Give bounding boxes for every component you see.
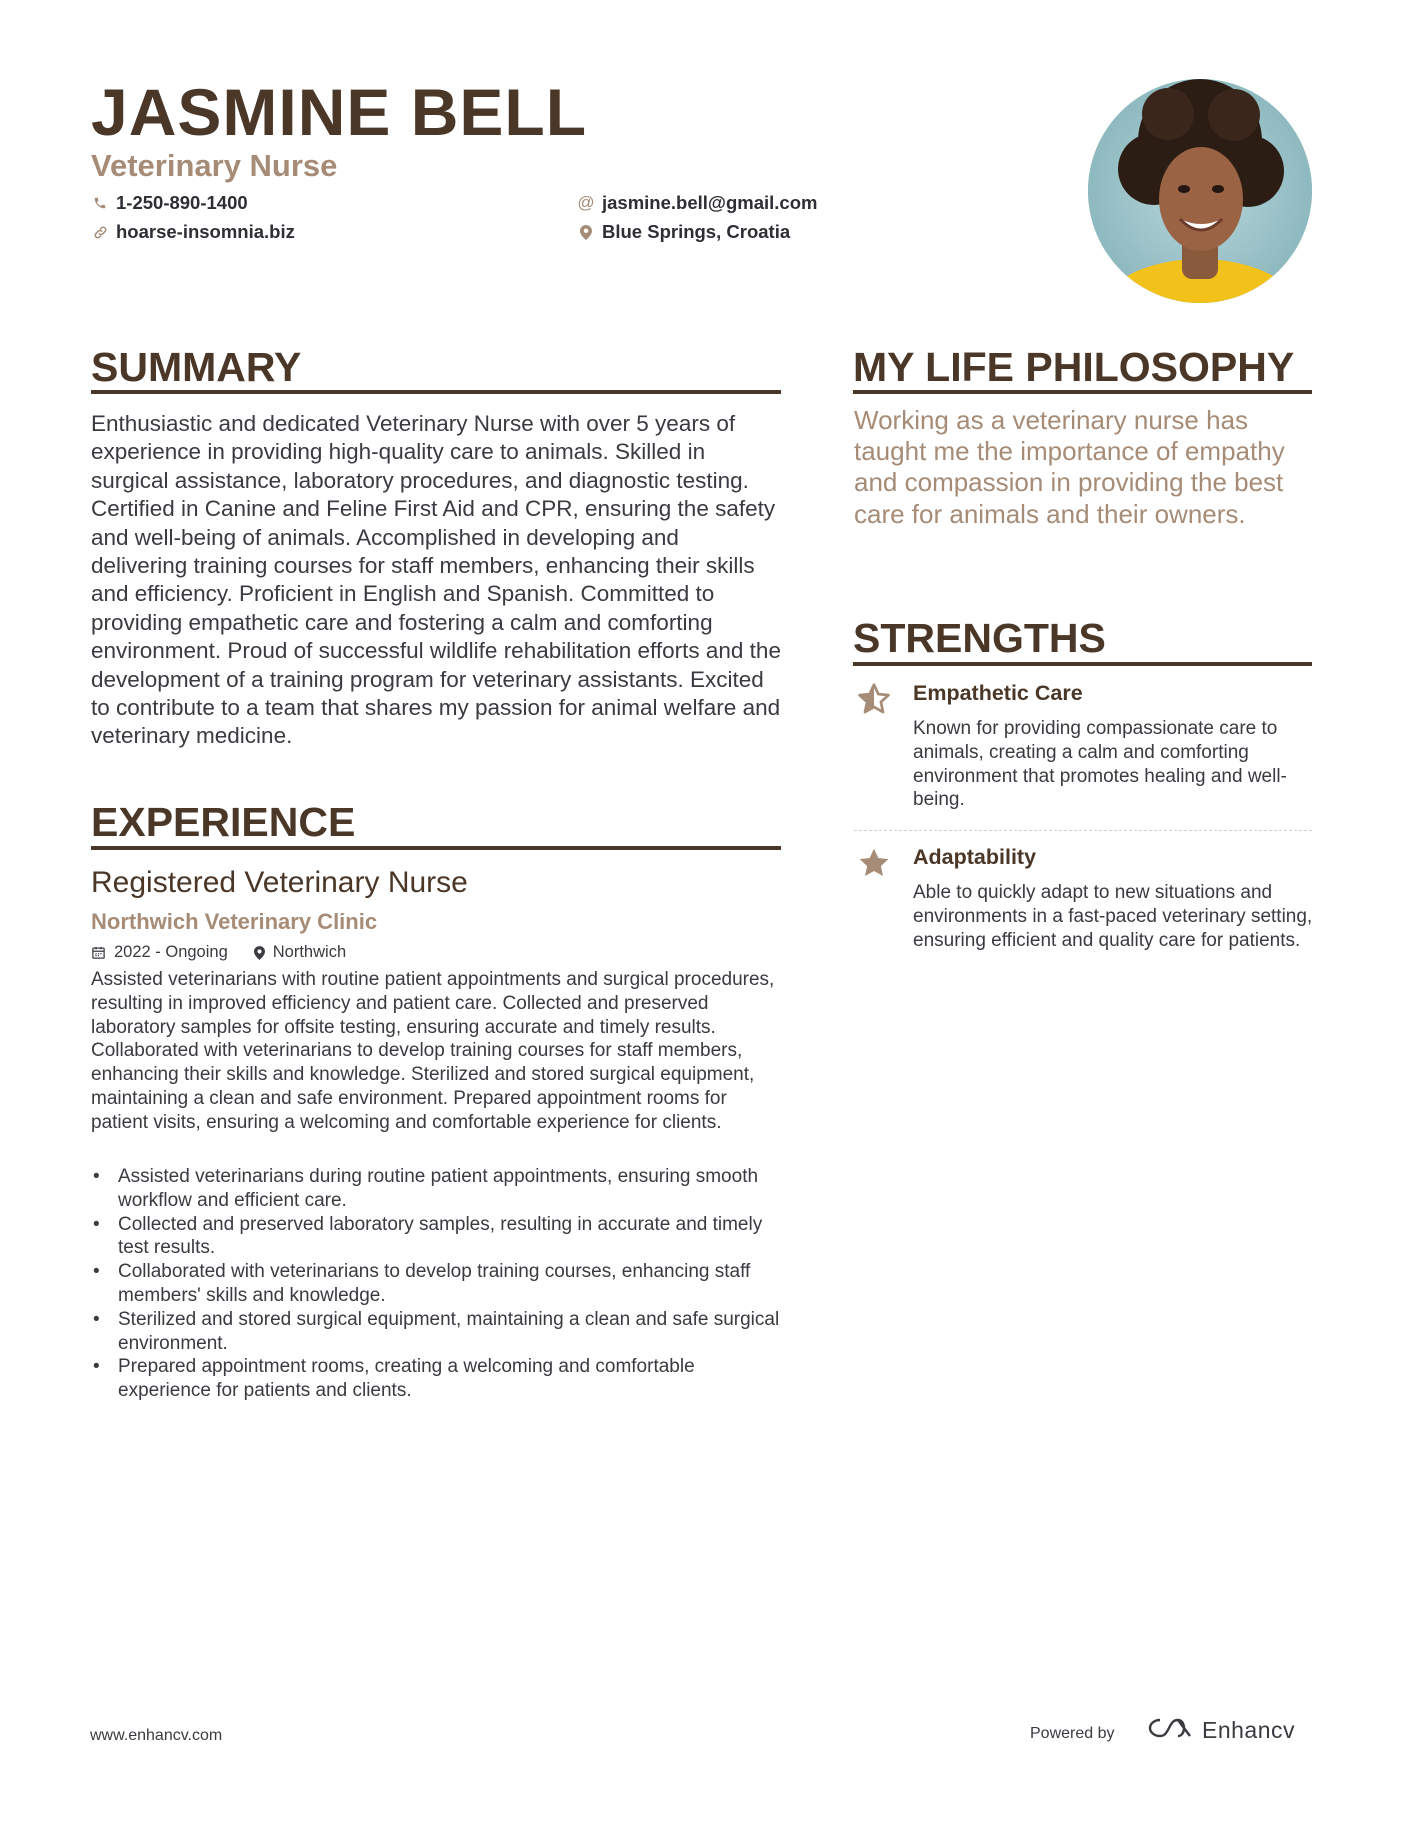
philosophy-divider: [853, 390, 1312, 394]
location-pin-icon: [578, 224, 594, 240]
star-icon: [854, 845, 894, 881]
calendar-icon: [91, 945, 106, 960]
candidate-title: Veterinary Nurse: [91, 148, 338, 183]
strength-item: [854, 845, 1314, 985]
list-item: • Collaborated with veterinarians to develop training courses, enhancing staff members' skills and knowledge.: [91, 1260, 786, 1308]
strengths-heading: STRENGTHS: [853, 615, 1106, 661]
experience-bullets: [91, 1165, 786, 1403]
website-text[interactable]: hoarse-insomnia.biz: [116, 221, 295, 242]
philosophy-heading: MY LIFE PHILOSOPHY: [853, 344, 1295, 390]
location-pin-icon: [254, 946, 265, 960]
enhancv-logo[interactable]: [1148, 1716, 1295, 1745]
at-icon: @: [577, 193, 595, 212]
avatar: [1088, 79, 1312, 303]
star-half-icon: [854, 681, 894, 717]
strength-item: [854, 681, 1314, 821]
list-item: • Assisted veterinarians during routine patient appointments, ensuring smooth workflow and efficient care.: [91, 1165, 786, 1213]
experience-role: Registered Veterinary Nurse: [91, 866, 468, 899]
enhancv-logo-icon: [1148, 1716, 1194, 1745]
summary-divider: [91, 390, 781, 394]
summary-heading: SUMMARY: [91, 344, 302, 390]
contact-phone: [92, 192, 248, 214]
experience-location: Northwich: [272, 943, 347, 961]
footer-url[interactable]: www.enhancv.com: [90, 1727, 223, 1744]
contact-website: [92, 221, 295, 243]
enhancv-brand: Enhancv: [1202, 1717, 1296, 1743]
list-item: • Prepared appointment rooms, creating a welcoming and comfortable experience for patients and clients.: [91, 1355, 786, 1403]
experience-dates: 2022 - Ongoing: [114, 943, 228, 961]
powered-by-label: Powered by: [1030, 1725, 1115, 1742]
phone-text[interactable]: 1-250-890-1400: [116, 192, 248, 213]
strength-description: Known for providing compassionate care to animals, creating a calm and comforting environment that promotes healing and well-being.: [913, 718, 1287, 811]
email-text[interactable]: jasmine.bell@gmail.com: [602, 192, 818, 213]
summary-text: Enthusiastic and dedicated Veterinary Nurse with over 5 years of experience in providing high-quality care to animals. Skilled in surgical assistance, laboratory procedures, and diagnostic testing. Certified in Canine and Feline First Aid and CPR, ensuring the safety and well-being of animals. Accomplished in developing and delivering training courses for staff members, enhancing their skills and efficiency. Proficient in English and Spanish. Committed to providing empathetic care and fostering a calm and comforting environment. Proud of successful wildlife rehabilitation efforts and the development of a training program for veterinary assistants. Excited to contribute to a team that shares my passion for animal welfare and veterinary medicine.: [91, 411, 781, 749]
experience-divider: [91, 846, 781, 850]
philosophy-text: Working as a veterinary nurse has taught me the importance of empathy and compassion in providing the best care for animals and their owners.: [854, 405, 1285, 529]
list-item: • Collected and preserved laboratory samples, resulting in accurate and timely test results.: [91, 1213, 786, 1261]
link-icon: [92, 224, 108, 240]
contact-email: [578, 192, 817, 214]
strengths-divider: [853, 662, 1312, 666]
strength-description: Able to quickly adapt to new situations and environments in a fast-paced veterinary setting, ensuring efficient and quality care for patients.: [913, 882, 1313, 951]
experience-description: Assisted veterinarians with routine patient appointments and surgical procedures, resulting in improved efficiency and patient care. Collected and preserved laboratory samples for offsite testing, ensuring accurate and timely results. Collaborated with veterinarians to develop training courses for staff members, enhancing their skills and knowledge. Sterilized and stored surgical equipment, maintaining a clean and safe environment. Prepared appointment rooms for patient visits, ensuring a welcoming and comfortable experience for clients.: [91, 969, 775, 1133]
strength-divider: [854, 830, 1312, 831]
experience-meta: [91, 943, 346, 962]
experience-company: Northwich Veterinary Clinic: [91, 909, 378, 934]
list-item: • Sterilized and stored surgical equipment, maintaining a clean and safe surgical environment.: [91, 1308, 786, 1356]
location-text: Blue Springs, Croatia: [602, 221, 791, 242]
experience-heading: EXPERIENCE: [91, 799, 356, 845]
contact-location: [578, 221, 790, 243]
candidate-name: JASMINE BELL: [91, 75, 588, 149]
strength-title: Adaptability: [913, 845, 1037, 869]
phone-icon: [92, 195, 108, 211]
strength-title: Empathetic Care: [913, 681, 1083, 705]
